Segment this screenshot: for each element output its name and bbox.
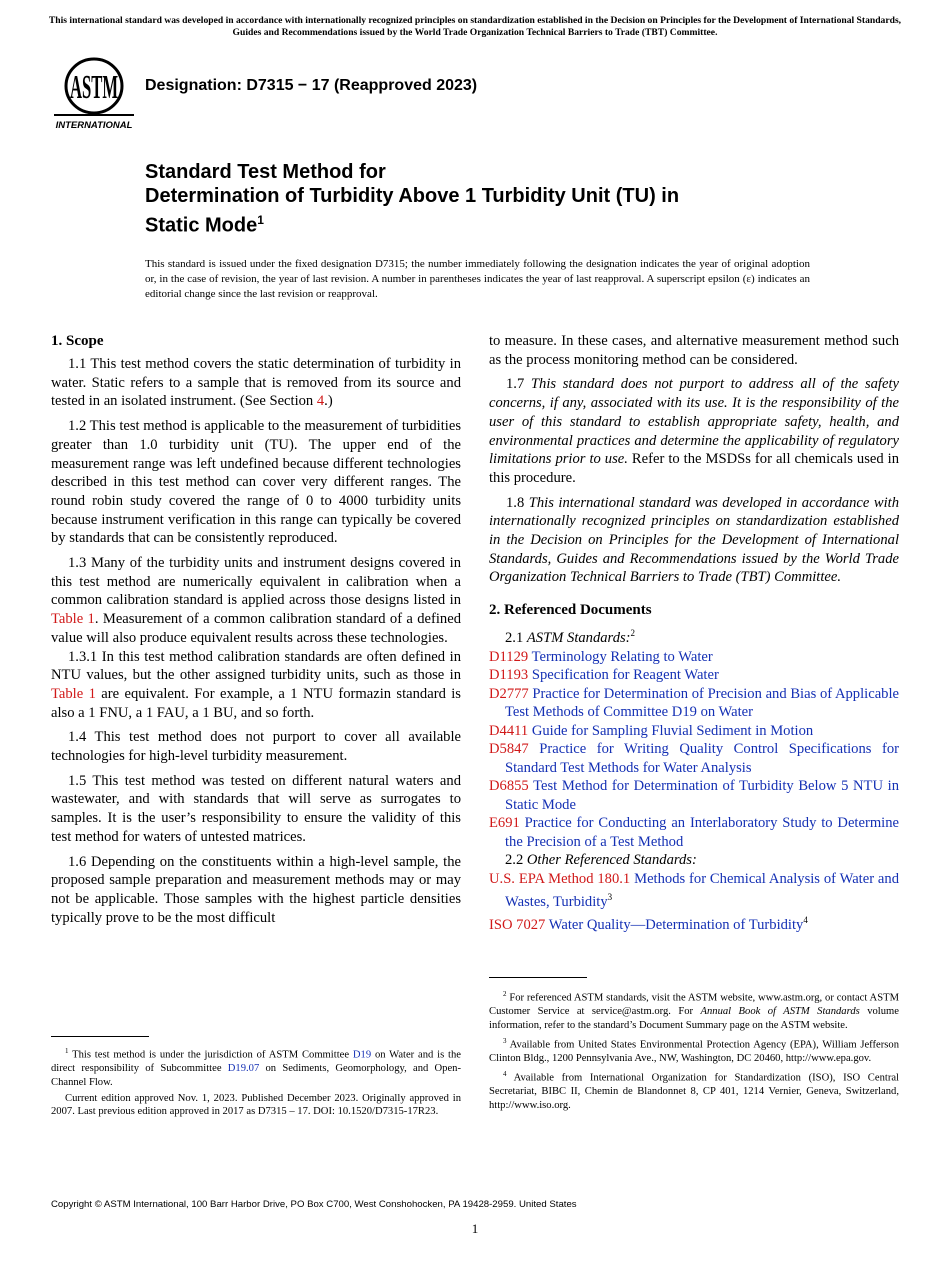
- astm-reference-list: [489, 648, 899, 852]
- paragraph-1-7: 1.7 This standard does not purport to address all of the safety concerns, if any, associated with its use. It is the responsibility of the user of this standard to establish appropriate safety, health, and environmental practices and determine the applicability of regulatory limitations prior to use. Refer to the MSDSs for all chemicals used in this procedure.: [489, 376, 899, 486]
- top-notice: This international standard was developed in accordance with internationally recognized principles on standardization established in the Decision on Principles for the Development of International Standards, Guides and Recommendations issued by the World Trade Organization Technical Barriers to Trade (TBT) Committee.: [48, 15, 902, 38]
- right-column: [489, 332, 899, 935]
- paragraph-1-6: 1.6 Depending on the constituents within a high-level sample, the proposed sample preparation and measurement methods may or may not be applicable. Those samples with the highest particle densities typically prove to be the most difficult: [51, 853, 461, 926]
- footnote-1: $^1$ This test method is under the jurisdiction of ASTM Committee D19 on Water and is the direct responsibility of Subcommittee D19.07 on Sediments, Geomorphology, and Open-Channel Flow.: [51, 1047, 461, 1088]
- reference-item: [489, 911, 899, 934]
- section-4-link[interactable]: 4: [316, 393, 325, 410]
- reference-title-link[interactable]: Water Quality—Determination of Turbidity: [548, 917, 804, 934]
- footnotes-right: [489, 988, 899, 1114]
- reference-code-link[interactable]: D2777: [489, 685, 529, 702]
- reference-item: [489, 666, 899, 685]
- logo-mark: ASTM: [70, 69, 118, 106]
- footnotes-left: [51, 1045, 461, 1121]
- paragraph-1-2: 1.2 This test method is applicable to the measurement of turbidities greater than 1.0 turbidity unit (TU). The upper end of the measurement range was left undefined because different technologies described in this test method can cover very different ranges. The round robin study covered the range of 0 to 4000 turbidity units because instrument verification in this range can typically be covered by standards that can be consistently reproduced.: [51, 418, 461, 547]
- reference-title-link[interactable]: Methods for Chemical Analysis of Water and Wastes, Turbidity: [505, 870, 900, 910]
- copyright-line: Copyright © ASTM International, 100 Barr Harbor Drive, PO Box C700, West Conshohocken, PA 19428-2959. United States: [51, 1199, 577, 1210]
- reference-code-link[interactable]: D6855: [489, 778, 529, 794]
- footnote-2: $^2$ For referenced ASTM standards, visit the ASTM website, www.astm.org, or contact ASTM Customer Service at service@astm.org. For Annual Book of ASTM Standards volume information, refer to the standard’s Document Summary page on the ASTM website.: [489, 990, 899, 1031]
- issue-note: This standard is issued under the fixed designation D7315; the number immediately following the designation indicates the year of original adoption or, in the case of revision, the year of last revision. A number in parentheses indicates the year of last reapproval. A superscript epsilon (ε) indicates an editorial change since the last revision or reapproval.: [145, 258, 810, 300]
- reference-item: [489, 648, 899, 667]
- reference-code-link[interactable]: U.S. EPA Method 180.1: [489, 870, 631, 887]
- reference-item: [489, 722, 899, 741]
- footnote-4: $^4$ Available from International Organization for Standardization (ISO), ISO Central Secretariat, BIBC II, Chemin de Blandonnet 8, CP 401, 1214 Vernier, Geneva, Switzerland, http://www.iso.org.: [489, 1069, 899, 1111]
- reference-item: [489, 814, 899, 851]
- reference-title-link[interactable]: Practice for Writing Quality Control Specifications for Standard Test Methods for Water Analysis: [505, 741, 899, 776]
- reference-code-link[interactable]: D1193: [489, 667, 529, 683]
- reference-footnote-mark: 3: [607, 892, 613, 902]
- reference-code-link[interactable]: E691: [489, 815, 520, 831]
- reference-title-link[interactable]: Specification for Reagent Water: [531, 667, 719, 683]
- other-standards-subhead: 2.2 Other Referenced Standards:: [505, 852, 697, 868]
- paragraph-1-6-continued: to measure. In these cases, and alternative measurement method such as the process monitoring method can be considered.: [489, 333, 899, 368]
- logo-text: INTERNATIONAL: [55, 120, 133, 131]
- table-1-link-2[interactable]: Table 1: [51, 685, 96, 702]
- table-1-link[interactable]: Table 1: [51, 611, 95, 628]
- reference-title-link[interactable]: Terminology Relating to Water: [531, 648, 713, 665]
- title-line3: Static Mode: [145, 214, 258, 237]
- astm-standards-subhead: 2.1 ASTM Standards:$^2$: [505, 628, 636, 646]
- paragraph-1-3: 1.3 Many of the turbidity units and instrument designs covered in this test method are numerically equivalent in calibration when a common calibration standard is applied across those designs listed in Table 1. Measurement of a common calibration standard of a defined value will also produce equivalent results across these technologies.: [51, 555, 461, 646]
- paragraph-1-5: 1.5 This test method was tested on different natural waters and wastewater, and with standards that will serve as surrogates to samples. It is the user’s responsibility to ensure the validity of this test method for waters of untested matrices.: [51, 772, 461, 845]
- title-line1: Standard Test Method for: [145, 161, 386, 183]
- left-column: [51, 332, 461, 933]
- reference-code-link[interactable]: D4411: [489, 722, 529, 739]
- reference-item: [489, 870, 899, 912]
- reference-title-link[interactable]: Practice for Determination of Precision and Bias of Applicable Test Methods of Committee D19 on Water: [505, 685, 899, 720]
- title-line2: Determination of Turbidity Above 1 Turbidity Unit (TU) in: [145, 185, 680, 207]
- paragraph-1-8: 1.8 This international standard was developed in accordance with internationally recognized principles on standardization established in the Decision on Principles for the Development of International Standards, Guides and Recommendations issued by the World Trade Organization Technical Barriers to Trade (TBT) Committee.: [489, 494, 900, 586]
- designation: Designation: D7315 − 17 (Reapproved 2023): [145, 77, 478, 94]
- paragraph-1-3-1: 1.3.1 In this test method calibration standards are often defined in NTU values, but the other assigned turbidity units, such as those in Table 1 are equivalent. For example, a 1 NTU formazin standard is also a 1 FNU, a 1 FAU, a 1 BU, and so forth.: [51, 648, 461, 721]
- references-heading: 2. Referenced Documents: [489, 602, 652, 619]
- reference-code-link[interactable]: D5847: [489, 741, 529, 757]
- other-reference-list: [489, 870, 899, 935]
- paragraph-1-4: 1.4 This test method does not purport to cover all available technologies for high-level turbidity measurement.: [51, 729, 461, 765]
- scope-heading: 1. Scope: [51, 333, 104, 349]
- reference-title-link[interactable]: Practice for Conducting an Interlaboratory Study to Determine the Precision of a Test Method: [505, 815, 900, 850]
- footnote-3: $^3$ Available from United States Environmental Protection Agency (EPA), William Jefferson Clinton Bldg., 1200 Pennsylvania Ave., NW, Washington, DC 20460, http://www.epa.gov.: [489, 1036, 899, 1064]
- committee-d19-link[interactable]: D19: [352, 1049, 372, 1061]
- reference-item: [489, 685, 899, 722]
- reference-code-link[interactable]: D1129: [489, 648, 529, 665]
- edition-note: Current edition approved Nov. 1, 2023. Published December 2023. Originally approved in 2007. Last previous edition approved in 2017 as D7315 – 17. DOI: 10.1520/D7315-17R23.: [51, 1092, 461, 1118]
- reference-title-link[interactable]: Guide for Sampling Fluvial Sediment in Motion: [531, 722, 814, 739]
- reference-title-link[interactable]: Test Method for Determination of Turbidity Below 5 NTU in Static Mode: [505, 778, 899, 813]
- reference-item: [489, 740, 899, 777]
- paragraph-1-1: 1.1 This test method covers the static determination of turbidity in water. Static refers to a sample that is removed from its source and tested in an isolated instrument. (See Section 4.): [51, 356, 461, 410]
- page-number: 1: [471, 1221, 479, 1236]
- reference-item: [489, 777, 899, 814]
- subcommittee-link[interactable]: D19.07: [227, 1063, 260, 1075]
- reference-code-link[interactable]: ISO 7027: [489, 917, 546, 934]
- reference-footnote-mark: 4: [803, 915, 808, 926]
- title-footnote-mark: 1: [257, 213, 264, 227]
- footnote-divider-right: [489, 977, 587, 978]
- footnote-divider-left: [51, 1036, 149, 1037]
- astm-logo: [52, 56, 136, 132]
- page-title: [145, 160, 865, 238]
